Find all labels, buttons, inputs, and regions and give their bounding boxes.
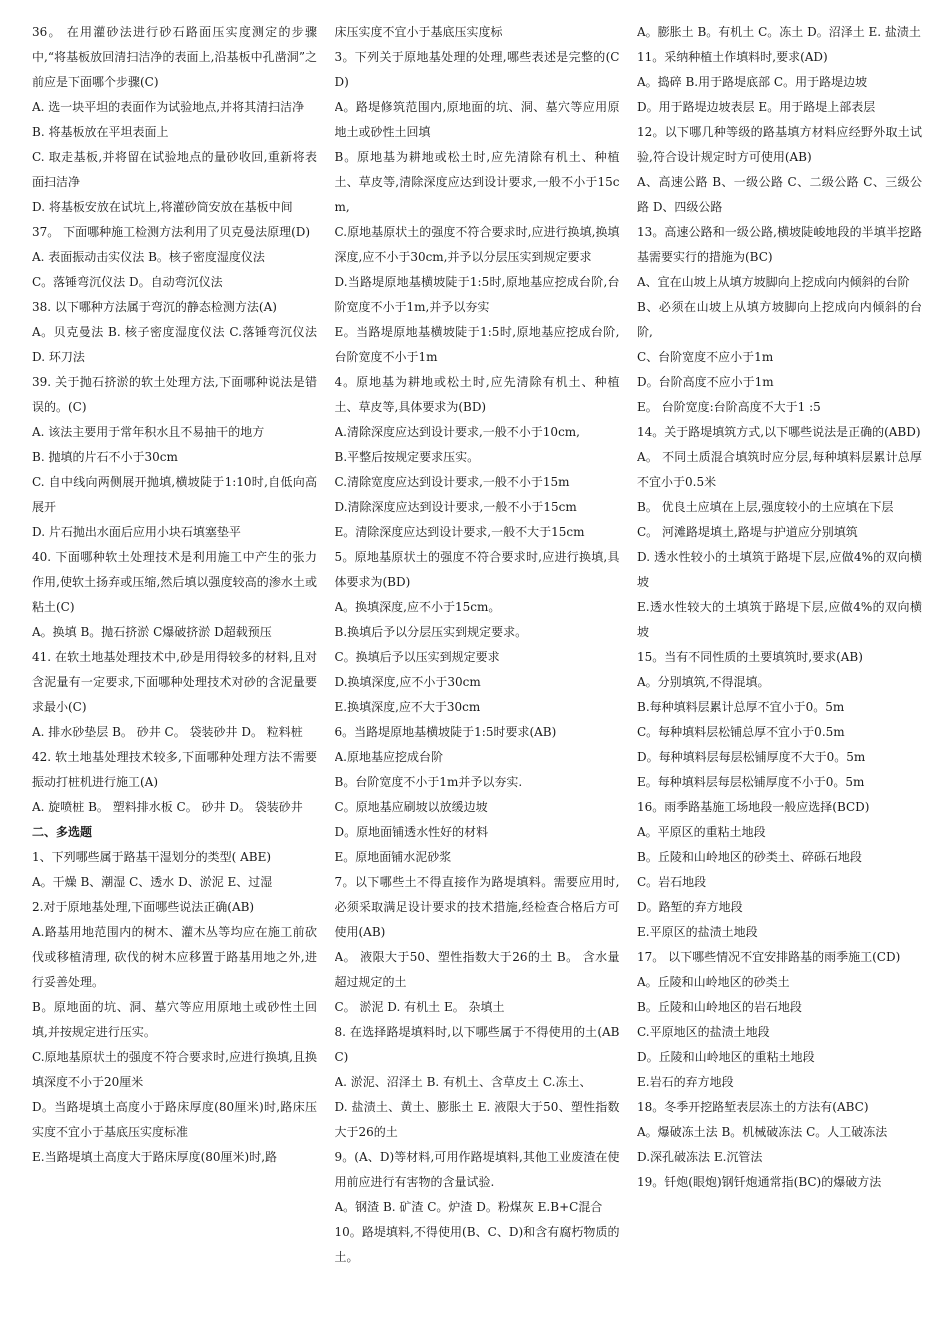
section-heading: 二、多选题 bbox=[32, 825, 93, 839]
question-text: 19。钎炮(眼炮)钢钎炮通常指(BC)的爆破方法 bbox=[637, 1175, 882, 1189]
question-text: 16。雨季路基施工场地段一般应选择(BCD) bbox=[637, 800, 870, 814]
question-text: D.当路堤原地基横坡陡于1:5时,原地基应挖成台阶,台阶宽度不小于1m,并予以夯实 bbox=[334, 275, 620, 314]
question-text: A。丘陵和山岭地区的砂类土 bbox=[637, 975, 790, 989]
question-text: D.深孔破冻法 E.沉管法 bbox=[637, 1150, 763, 1164]
question-text: B。 优良土应填在上层,强度较小的土应填在下层 bbox=[637, 500, 894, 514]
question-text: C.平原地区的盐渍土地段 bbox=[637, 1025, 770, 1039]
question-text: D。每种填料层每层松铺厚度不大于0。5m bbox=[637, 750, 866, 764]
document-page bbox=[32, 20, 922, 1320]
question-text: C.清除宽度应达到设计要求,一般不小于15m bbox=[334, 475, 570, 489]
question-text: B。丘陵和山岭地区的岩石地段 bbox=[637, 1000, 802, 1014]
question-text: A.路基用地范围内的树木、灌木丛等均应在施工前砍伐或移植清理, 砍伐的树木应移置于路基用地之外,进行妥善处理。 bbox=[32, 925, 317, 989]
text-column-left bbox=[32, 20, 317, 1320]
question-text: 5。原地基原状土的强度不符合要求时,应进行换填,具体要求为(BD) bbox=[334, 550, 620, 589]
question-text: B.每种填料层累计总厚不宜小于0。5m bbox=[637, 700, 845, 714]
question-text: A。平原区的重粘土地段 bbox=[637, 825, 766, 839]
question-text: 37。 下面哪种施工检测方法利用了贝克曼法原理(D) bbox=[32, 225, 311, 239]
question-text: 38. 以下哪种方法属于弯沉的静态检测方法(A) bbox=[32, 300, 277, 314]
question-text: 39. 关于抛石挤淤的软土处理方法,下面哪种说法是错误的。(C) bbox=[32, 375, 317, 414]
question-text: D. 盐渍土、黄土、膨胀土 E. 液限大于50、塑性指数大于26的土 bbox=[334, 1100, 620, 1139]
question-text: D。丘陵和山岭地区的重粘土地段 bbox=[637, 1050, 815, 1064]
question-text: E.平原区的盐渍土地段 bbox=[637, 925, 758, 939]
question-text: 9。(A、D)等材料,可用作路堤填料,其他工业废渣在使用前应进行有害物的含量试验. bbox=[334, 1150, 620, 1189]
question-text: 11。采纳种植土作填料时,要求(AD) bbox=[637, 50, 828, 64]
question-text: C.原地基原状土的强度不符合要求时,应进行换填,且换填深度不小于20厘米 bbox=[32, 1050, 317, 1089]
question-text: A。捣碎 B.用于路堤底部 C。用于路堤边坡 bbox=[637, 75, 868, 89]
question-text: E.岩石的弃方地段 bbox=[637, 1075, 734, 1089]
question-text: 15。当有不同性质的土要填筑时,要求(AB) bbox=[637, 650, 863, 664]
question-text: 36。 在用灌砂法进行砂石路面压实度测定的步骤中,“将基板放回清扫洁净的表面上,沿基板中孔凿洞”之前应是下面哪个步骤(C) bbox=[32, 25, 317, 89]
question-text: B.换填后予以分层压实到规定要求。 bbox=[334, 625, 528, 639]
question-text: A、宜在山坡上从填方坡脚向上挖成向内倾斜的台阶 bbox=[637, 275, 910, 289]
question-text: A. 排水砂垫层 B。 砂井 C。 袋装砂井 D。 粒料桩 bbox=[32, 725, 303, 739]
question-text: C。换填后予以压实到规定要求 bbox=[334, 650, 500, 664]
question-text: C。 淤泥 D. 有机土 E。 杂填土 bbox=[334, 1000, 505, 1014]
question-text: 1、下列哪些属于路基干湿划分的类型( ABE) bbox=[32, 850, 272, 864]
text-column-middle bbox=[335, 20, 620, 1320]
question-text: 17。 以下哪些情况不宜安排路基的雨季施工(CD) bbox=[637, 950, 901, 964]
question-text: 18。冬季开挖路堑表层冻土的方法有(ABC) bbox=[637, 1100, 869, 1114]
question-text: C. 取走基板,并将留在试验地点的量砂收回,重新将表面扫洁净 bbox=[32, 150, 317, 189]
question-text: D. 透水性较小的土填筑于路堤下层,应做4%的双向横坡 bbox=[637, 550, 922, 589]
question-text: D.清除深度应达到设计要求,一般不小于15cm bbox=[334, 500, 577, 514]
question-text: E.换填深度,应不大于30cm bbox=[334, 700, 481, 714]
question-text: 3。下列关于原地基处理的处理,哪些表述是完整的(CD) bbox=[334, 50, 620, 89]
question-text: 41. 在软土地基处理技术中,砂是用得较多的材料,且对含泥量有一定要求,下面哪种处理技术对砂的含泥量要求最小(C) bbox=[32, 650, 317, 714]
question-text: B. 将基板放在平坦表面上 bbox=[32, 125, 169, 139]
question-text: 4。原地基为耕地或松土时,应先清除有机土、种植土、草皮等,具体要求为(BD) bbox=[334, 375, 620, 414]
question-text: A. 该法主要用于常年积水且不易抽干的地方 bbox=[32, 425, 265, 439]
question-text: A。换填深度,应不小于15cm。 bbox=[334, 600, 501, 614]
question-text: D。用于路堤边坡表层 E。用于路堤上部表层 bbox=[637, 100, 876, 114]
question-text: D. 将基板安放在试坑上,将灌砂筒安放在基板中间 bbox=[32, 200, 293, 214]
question-text: C. 自中线向两侧展开抛填,横坡陡于1:10时,自低向高展开 bbox=[32, 475, 317, 514]
question-text: D。台阶高度不应小于1m bbox=[637, 375, 774, 389]
question-text: C。 河滩路堤填土,路堤与护道应分别填筑 bbox=[637, 525, 858, 539]
question-text: 14。关于路堤填筑方式,以下哪些说法是正确的(ABD) bbox=[637, 425, 921, 439]
question-text: C。每种填料层松铺总厚不宜小于0.5m bbox=[637, 725, 845, 739]
question-text: A。爆破冻土法 B。机械破冻法 C。人工破冻法 bbox=[637, 1125, 888, 1139]
question-text: 12。以下哪几种等级的路基填方材料应经野外取土试验,符合设计规定时方可使用(AB) bbox=[637, 125, 922, 164]
question-text: C。原地基应刷坡以放缓边坡 bbox=[334, 800, 488, 814]
question-text: C、台阶宽度不应小于1m bbox=[637, 350, 774, 364]
question-text: A。 不同土质混合填筑时应分层,每种填料层累计总厚不宜小于0.5米 bbox=[637, 450, 922, 489]
question-text: B.平整后按规定要求压实。 bbox=[334, 450, 480, 464]
question-text: E。每种填料层每层松铺厚度不小于0。5m bbox=[637, 775, 865, 789]
question-text: A、高速公路 B、一级公路 C、二级公路 C、三级公路 D、四级公路 bbox=[637, 175, 922, 214]
question-text: 40. 下面哪种软土处理技术是利用施工中产生的张力作用,使软土扬弃或压缩,然后填以强度较高的渗水土或粘土(C) bbox=[32, 550, 317, 614]
question-text: A. 选一块平坦的表面作为试验地点,并将其清扫洁净 bbox=[32, 100, 305, 114]
question-text: 13。高速公路和一级公路,横坡陡峻地段的半填半挖路基需要实行的措施为(BC) bbox=[637, 225, 922, 264]
text-column-right bbox=[637, 20, 922, 1320]
question-text: B。原地面的坑、洞、墓穴等应用原地土或砂性土回填,并按规定进行压实。 bbox=[32, 1000, 317, 1039]
question-text: B。台阶宽度不小于1m并予以夯实. bbox=[334, 775, 523, 789]
question-text: E。原地面铺水泥砂浆 bbox=[334, 850, 452, 864]
question-text: C。落锤弯沉仪法 D。自动弯沉仪法 bbox=[32, 275, 223, 289]
question-text: D。当路堤填土高度小于路床厚度(80厘米)时,路床压实度不宜小于基底压实度标准 bbox=[32, 1100, 317, 1139]
question-text: 床压实度不宜小于基底压实度标 bbox=[334, 25, 503, 39]
question-text: B。原地基为耕地或松土时,应先清除有机土、种植土、草皮等,清除深度应达到设计要求,一般不小于15cm, bbox=[334, 150, 620, 214]
question-text: A。 液限大于50、塑性指数大于26的土 B。 含水量超过规定的土 bbox=[334, 950, 620, 989]
question-text: A. 表面振动击实仪法 B。核子密度湿度仪法 bbox=[32, 250, 265, 264]
question-text: A。换填 B。抛石挤淤 C爆破挤淤 D超载预压 bbox=[32, 625, 272, 639]
question-text: B。丘陵和山岭地区的砂类土、碎砾石地段 bbox=[637, 850, 862, 864]
question-text: 10。路堤填料,不得使用(B、C、D)和含有腐朽物质的土。 bbox=[334, 1225, 620, 1264]
question-text: 7。以下哪些土不得直接作为路堤填料。需要应用时,必须采取满足设计要求的技术措施,经检查合格后方可使用(AB) bbox=[334, 875, 620, 939]
question-text: D.换填深度,应不小于30cm bbox=[334, 675, 481, 689]
question-text: 6。当路堤原地基横坡陡于1:5时要求(AB) bbox=[334, 725, 557, 739]
question-text: C。岩石地段 bbox=[637, 875, 707, 889]
question-text: 42. 软土地基处理技术较多,下面哪种处理方法不需要振动打桩机进行施工(A) bbox=[32, 750, 317, 789]
question-text: E。当路堤原地基横坡陡于1:5时,原地基应挖成台阶,台阶宽度不小于1m bbox=[334, 325, 620, 364]
question-text: E。清除深度应达到设计要求,一般不大于15cm bbox=[334, 525, 585, 539]
question-text: A。钢渣 B. 矿渣 C。炉渣 D。粉煤灰 E.B+C混合 bbox=[334, 1200, 603, 1214]
question-text: D。路堑的弃方地段 bbox=[637, 900, 743, 914]
question-text: B、必须在山坡上从填方坡脚向上挖成向内倾斜的台阶, bbox=[637, 300, 922, 339]
question-text: E。 台阶宽度:台阶高度不大于1 :5 bbox=[637, 400, 821, 414]
question-text: E.当路堤填土高度大于路床厚度(80厘米)时,路 bbox=[32, 1150, 278, 1164]
question-text: D. 片石抛出水面后应用小块石填塞垫平 bbox=[32, 525, 241, 539]
question-text: A. 淤泥、沼泽土 B. 有机土、含草皮土 C.冻土、 bbox=[334, 1075, 592, 1089]
question-text: B. 抛填的片石不小于30cm bbox=[32, 450, 178, 464]
question-text: E.透水性较大的土填筑于路堤下层,应做4%的双向横坡 bbox=[637, 600, 922, 639]
question-text: A。干燥 B、潮湿 C、透水 D、淤泥 E、过湿 bbox=[32, 875, 273, 889]
question-text: 8. 在选择路堤填料时,以下哪些属于不得使用的土(ABC) bbox=[334, 1025, 620, 1064]
question-text: A。膨胀土 B。有机土 C。冻土 D。沼泽土 E. 盐渍土 bbox=[637, 25, 921, 39]
question-text: 2.对于原地基处理,下面哪些说法正确(AB) bbox=[32, 900, 255, 914]
question-text: A。分别填筑,不得混填。 bbox=[637, 675, 770, 689]
question-text: C.原地基原状土的强度不符合要求时,应进行换填,换填深度,应不小于30cm,并予以分层压实到规定要求 bbox=[334, 225, 620, 264]
question-text: A。路堤修筑范围内,原地面的坑、洞、墓穴等应用原地土或砂性土回填 bbox=[334, 100, 620, 139]
question-text: A. 旋喷桩 B。 塑料排水板 C。 砂井 D。 袋装砂井 bbox=[32, 800, 303, 814]
question-text: D。原地面铺透水性好的材料 bbox=[334, 825, 489, 839]
question-text: A。贝克曼法 B. 核子密度湿度仪法 C.落锤弯沉仪法 D. 环刀法 bbox=[32, 325, 317, 364]
question-text: A.清除深度应达到设计要求,一般不小于10cm, bbox=[334, 425, 580, 439]
question-text: A.原地基应挖成台阶 bbox=[334, 750, 443, 764]
